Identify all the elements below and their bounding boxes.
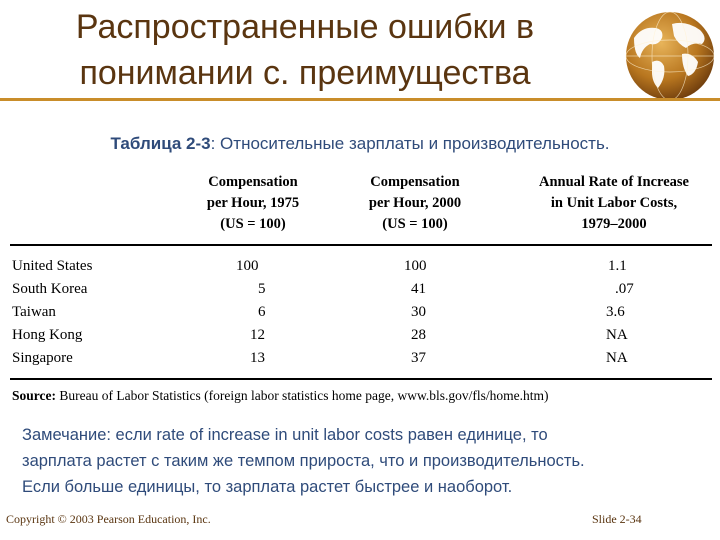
value-2000-cell: 37	[411, 350, 426, 366]
source-text: Bureau of Labor Statistics (foreign labor statistics home page, www.bls.gov/fls/home.htm)	[59, 388, 549, 403]
rate-cell: 3.6	[606, 304, 625, 320]
copyright-notice: Copyright © 2003 Pearson Education, Inc.	[6, 512, 211, 526]
footer-rule	[10, 378, 712, 380]
column-header-2000	[350, 172, 480, 235]
column-header-1975	[188, 172, 318, 235]
source-label: Source:	[12, 388, 56, 403]
header-line: in Unit Labor Costs,	[550, 195, 678, 211]
header-line: Compensation	[208, 174, 298, 190]
note-line: зарплата растет с таким же темпом прироста, что и производительность.	[22, 452, 585, 470]
country-cell: Hong Kong	[12, 327, 83, 343]
country-cell: South Korea	[12, 281, 88, 297]
header-line: per Hour, 2000	[368, 195, 462, 211]
table-row	[10, 304, 712, 327]
globe-icon	[612, 4, 718, 100]
table-row	[10, 350, 712, 373]
note-line: Замечание: если rate of increase in unit labor costs равен единице, то	[22, 426, 548, 444]
rate-cell: NA	[606, 350, 628, 366]
header-line: 1979–2000	[581, 216, 647, 232]
rate-cell: NA	[606, 327, 628, 343]
value-1975-cell: 12	[250, 327, 265, 343]
rate-cell: .07	[615, 281, 634, 297]
country-cell: United States	[12, 258, 93, 274]
table-caption-text: : Относительные зарплаты и производительность.	[210, 134, 610, 153]
note-line: Если больше единицы, то зарплата растет быстрее и наоборот.	[22, 478, 513, 496]
value-1975-cell: 5	[258, 281, 266, 297]
column-header-rate	[518, 172, 710, 235]
title-divider	[0, 98, 720, 101]
header-line: Annual Rate of Increase	[539, 174, 689, 190]
value-1975-cell: 6	[258, 304, 266, 320]
country-cell: Singapore	[12, 350, 73, 366]
header-line: (US = 100)	[382, 216, 448, 232]
table-caption	[0, 134, 720, 154]
rate-cell: 1.1	[608, 258, 627, 274]
table-row	[10, 327, 712, 350]
country-cell: Taiwan	[12, 304, 56, 320]
slide-title-line1: Распространенные ошибки в	[75, 8, 535, 46]
slide-number: Slide 2-34	[592, 512, 642, 526]
slide-title-line2: понимании с. преимущества	[79, 54, 531, 92]
table-row	[10, 281, 712, 304]
value-1975-cell: 13	[250, 350, 265, 366]
explanatory-note	[22, 422, 712, 500]
value-2000-cell: 28	[411, 327, 426, 343]
header-line: per Hour, 1975	[206, 195, 300, 211]
header-line: Compensation	[370, 174, 460, 190]
table-source	[12, 388, 549, 404]
value-2000-cell: 41	[411, 281, 426, 297]
table-caption-label: Таблица 2-3	[110, 134, 211, 153]
table-row	[10, 258, 712, 281]
header-line: (US = 100)	[220, 216, 286, 232]
value-2000-cell: 100	[404, 258, 427, 274]
header-rule	[10, 244, 712, 246]
slide-title	[10, 4, 600, 96]
value-2000-cell: 30	[411, 304, 426, 320]
value-1975-cell: 100	[236, 258, 259, 274]
